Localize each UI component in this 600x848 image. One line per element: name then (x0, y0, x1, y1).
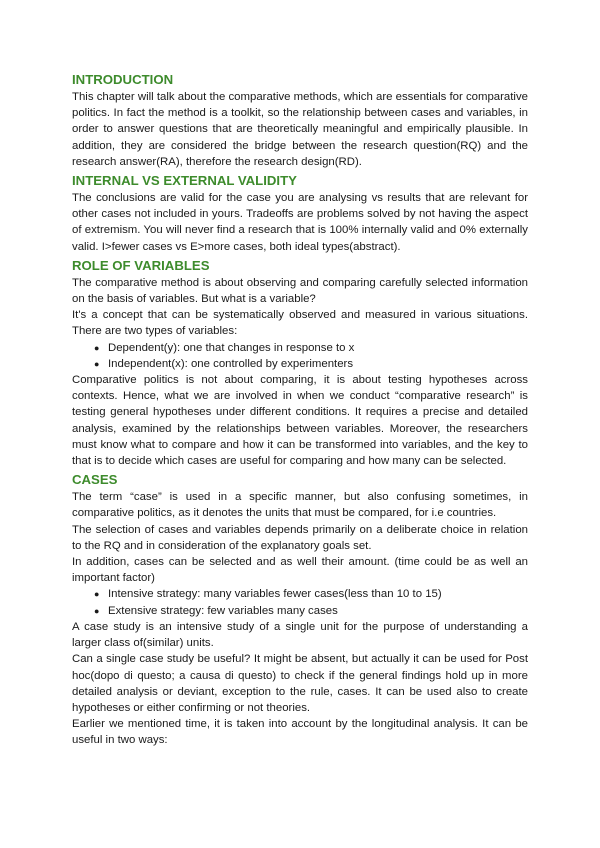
heading-validity: INTERNAL VS EXTERNAL VALIDITY (72, 173, 297, 189)
heading-cases: CASES (72, 472, 118, 488)
cases-bullet-list (72, 586, 528, 618)
list-item (94, 340, 528, 356)
list-item-text: Intensive strategy: many variables fewer cases(less than 10 to 15) (108, 588, 442, 601)
heading-variables: ROLE OF VARIABLES (72, 257, 210, 273)
list-item-text: Extensive strategy: few variables many cases (108, 604, 338, 617)
variables-paragraph-1: The comparative method is about observing and comparing carefully selected information on the basis of variables. But what is a variable? (72, 276, 528, 306)
bullet-icon: ● (94, 342, 100, 353)
list-item-text: Independent(x): one controlled by experimenters (108, 357, 354, 370)
validity-paragraph: The conclusions are valid for the case you are analysing vs results that are relevant for other cases not included in yours. Tradeoffs are problems solved by not having the aspect of extremism. You will never find a research that is 100% internally valid and 0% externally valid. I>fewer cases vs E>more cases, both ideal types(abstract). (72, 192, 528, 253)
list-item (94, 603, 528, 619)
cases-paragraph-5: Can a single case study be useful? It might be absent, but actually it can be used for Post hoc(dopo di questo; a causa di questo) to check if the general findings hold up in more detailed analysis or deviant, exception to the rule, cases. It can be used also to create hypotheses or either confirming or not theories. (72, 653, 528, 714)
cases-paragraph-4: A case study is an intensive study of a single unit for the purpose of understanding a larger class of(similar) units. (72, 620, 528, 650)
introduction-paragraph: This chapter will talk about the comparative methods, which are essentials for comparative politics. In fact the method is a toolkit, so the relationship between cases and variables, in order to answer questions that are theoretically meaningful and empirically plausible. In addition, they are considered the bridge between the research question(RQ) and the research answer(RA), therefore the research design(RD). (72, 91, 528, 168)
heading-introduction: INTRODUCTION (72, 72, 174, 87)
bullet-icon: ● (94, 589, 100, 600)
document-page (72, 70, 528, 749)
cases-paragraph-6: Earlier we mentioned time, it is taken into account by the longitudinal analysis. It can be useful in two ways: (72, 718, 528, 747)
cases-paragraph-1: The term “case” is used in a specific manner, but also confusing sometimes, in comparative politics, as it denotes the units that must be compared, for i.e countries. (72, 491, 528, 520)
variables-paragraph-2: It's a concept that can be systematically observed and measured in various situations. There are two types of variables: (72, 309, 528, 338)
variables-bullet-list (72, 340, 528, 372)
cases-paragraph-2: The selection of cases and variables depends primarily on a deliberate choice in relation to the RQ and in consideration of the explanatory goals set. (72, 523, 528, 552)
cases-paragraph-3: In addition, cases can be selected and as well their amount. (time could be as well an important factor) (72, 556, 528, 585)
bullet-icon: ● (94, 358, 100, 369)
variables-paragraph-3: Comparative politics is not about comparing, it is about testing hypotheses across contexts. Hence, what we are involved in when we conduct “comparative research” is testing general hypotheses under different conditions. It requires a precise and detailed analysis, examined by the relationships between variables. Moreover, the researchers must know what to compare and how it can be transformed into variables, and the key to that is to decide which cases are useful for comparing and how many can be selected. (72, 374, 528, 468)
list-item-text: Dependent(y): one that changes in response to x (108, 341, 355, 354)
list-item (94, 586, 528, 602)
list-item (94, 356, 528, 372)
bullet-icon: ● (94, 605, 100, 616)
